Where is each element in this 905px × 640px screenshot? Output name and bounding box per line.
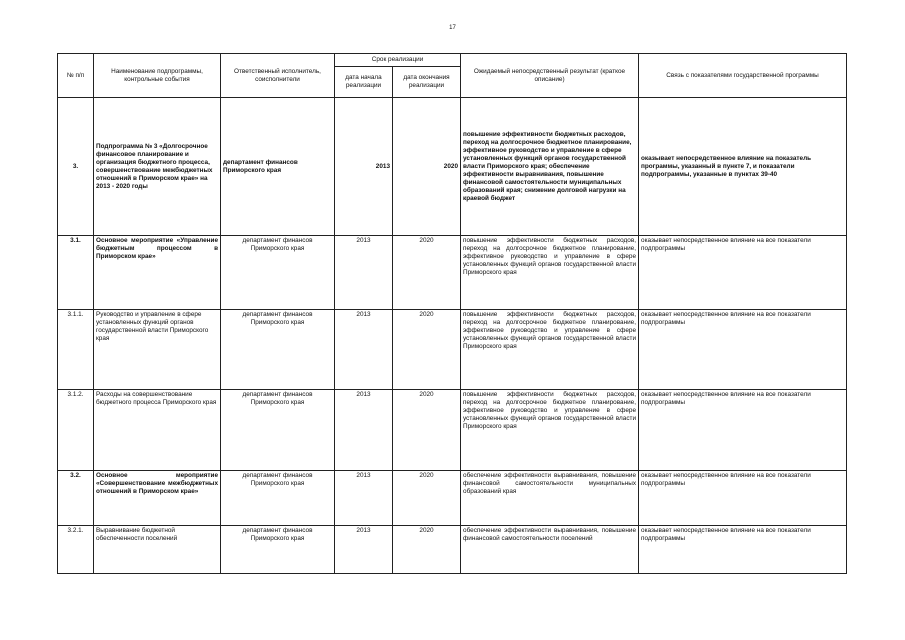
header-num: № п/п bbox=[58, 54, 94, 98]
row-result: повышение эффективности бюджетных расходов, переход на долгосрочное бюджетное планирование, эффективное руководство и управление в сфере установленных функций органов государственной власти Приморского края bbox=[461, 310, 639, 390]
row-responsible: департамент финансов Приморского края bbox=[221, 236, 335, 310]
header-name: Наименование подпрограммы, контрольные события bbox=[94, 54, 221, 98]
row-start: 2013 bbox=[335, 236, 393, 310]
row-responsible: департамент финансов Приморского края bbox=[221, 390, 335, 471]
row-result: повышение эффективности бюджетных расходов, переход на долгосрочное бюджетное планирование, эффективное руководство и управление в сфере установленных функций органов государственной власти Приморского края bbox=[461, 236, 639, 310]
table-row bbox=[58, 236, 847, 310]
row-link: оказывает непосредственное влияние на все показатели подпрограммы bbox=[639, 526, 847, 574]
row-responsible: департамент финансов Приморского края bbox=[221, 526, 335, 574]
header-term: Срок реализации bbox=[335, 54, 461, 67]
row-num: 3.1.1. bbox=[58, 310, 94, 390]
row-start: 2013 bbox=[335, 310, 393, 390]
row-end: 2020 bbox=[393, 390, 461, 471]
row-end: 2020 bbox=[393, 310, 461, 390]
activities-table bbox=[57, 53, 847, 574]
table-row bbox=[58, 471, 847, 526]
row-name: Основное мероприятие «Управление бюджетным процессом в Приморском крае» bbox=[94, 236, 221, 310]
row-link: оказывает непосредственное влияние на все показатели подпрограммы bbox=[639, 390, 847, 471]
row-name: Подпрограмма № 3 «Долгосрочное финансовое планирование и организация бюджетного процесса, совершенствование межбюджетных отношений в Приморском крае» на 2013 - 2020 годы bbox=[94, 98, 221, 236]
header-link: Связь с показателями государственной программы bbox=[639, 54, 847, 98]
header-start: дата начала реализации bbox=[335, 67, 393, 98]
row-end: 2020 bbox=[393, 471, 461, 526]
table-row bbox=[58, 526, 847, 574]
page-number: 17 bbox=[449, 25, 456, 31]
row-start: 2013 bbox=[335, 526, 393, 574]
row-link: оказывает непосредственное влияние на все показатели подпрограммы bbox=[639, 236, 847, 310]
row-link: оказывает непосредственное влияние на показатель программы, указанный в пункте 7, и показатели подпрограммы, указанные в пунктах 39-40 bbox=[639, 98, 847, 236]
row-start: 2013 bbox=[335, 471, 393, 526]
row-result: повышение эффективности бюджетных расходов, переход на долгосрочное бюджетное планирование, эффективное руководство и управление в сфере установленных функций органов государственной власти Приморского края; обеспечение эффективности выравнивания, повышение финансовой самостоятельности муниципальных образований края; снижение долговой нагрузки на краевой бюджет bbox=[461, 98, 639, 236]
row-responsible: департамент финансов Приморского края bbox=[221, 310, 335, 390]
row-num: 3. bbox=[58, 98, 94, 236]
row-name: Выравнивание бюджетной обеспеченности поселений bbox=[94, 526, 221, 574]
row-end: 2020 bbox=[393, 98, 461, 236]
row-result: обеспечение эффективности выравнивания, повышение финансовой самостоятельности поселений bbox=[461, 526, 639, 574]
row-link: оказывает непосредственное влияние на все показатели подпрограммы bbox=[639, 310, 847, 390]
row-name: Основное мероприятие «Совершенствование межбюджетных отношений в Приморском крае» bbox=[94, 471, 221, 526]
row-num: 3.2. bbox=[58, 471, 94, 526]
row-responsible: департамент финансов Приморского края bbox=[221, 98, 335, 236]
row-name: Расходы на совершенствование бюджетного процесса Приморского края bbox=[94, 390, 221, 471]
row-responsible: департамент финансов Приморского края bbox=[221, 471, 335, 526]
header-result: Ожидаемый непосредственный результат (краткое описание) bbox=[461, 54, 639, 98]
table-row bbox=[58, 98, 847, 236]
table-row bbox=[58, 390, 847, 471]
row-end: 2020 bbox=[393, 526, 461, 574]
row-start: 2013 bbox=[335, 390, 393, 471]
header-responsible: Ответственный исполнитель, соисполнители bbox=[221, 54, 335, 98]
table-row bbox=[58, 310, 847, 390]
row-num: 3.1.2. bbox=[58, 390, 94, 471]
row-link: оказывает непосредственное влияние на все показатели подпрограммы bbox=[639, 471, 847, 526]
row-result: повышение эффективности бюджетных расходов, переход на долгосрочное бюджетное планирование, эффективное руководство и управление в сфере установленных функций органов государственной власти Приморского края bbox=[461, 390, 639, 471]
row-result: обеспечение эффективности выравнивания, повышение финансовой самостоятельности муниципальных образований края bbox=[461, 471, 639, 526]
row-name: Руководство и управление в сфере установленных функций органов государственной власти Приморского края bbox=[94, 310, 221, 390]
row-start: 2013 bbox=[335, 98, 393, 236]
row-end: 2020 bbox=[393, 236, 461, 310]
row-num: 3.1. bbox=[58, 236, 94, 310]
row-num: 3.2.1. bbox=[58, 526, 94, 574]
header-end: дата окончания реализации bbox=[393, 67, 461, 98]
